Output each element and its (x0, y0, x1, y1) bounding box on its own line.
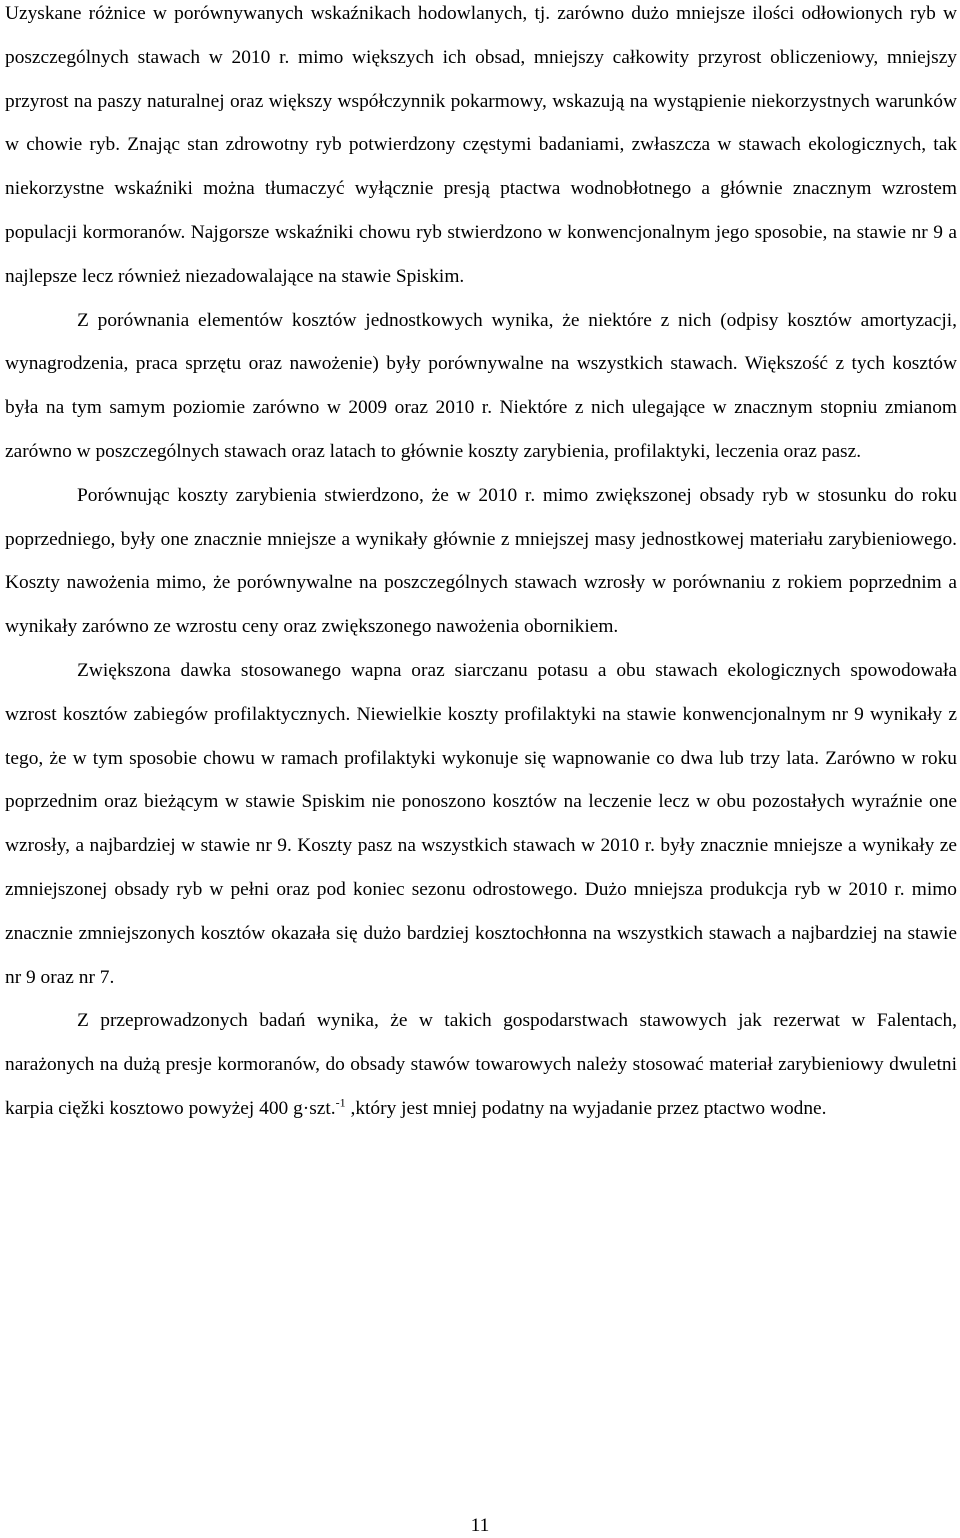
paragraph-1: Uzyskane różnice w porównywanych wskaźnikach hodowlanych, tj. zarówno dużo mniejsze ilości odłowionych ryb w poszczególnych stawach w 2010 r. mimo większych ich obsad, mniejszy całkowity przyrost obliczeniowy, mniejszy przyrost na paszy naturalnej oraz większy współczynnik pokarmowy, wskazują na wystąpienie niekorzystnych warunków w chowie ryb. Znając stan zdrowotny ryb potwierdzony częstymi badaniami, zwłaszcza w stawach ekologicznych, tak niekorzystne wskaźniki można tłumaczyć wyłącznie presją ptactwa wodnobłotnego a głównie znacznym wzrostem populacji kormoranów. Najgorsze wskaźniki chowu ryb stwierdzono w konwencjonalnym jego sposobie, na stawie nr 9 a najlepsze lecz również niezadowalające na stawie Spiskim. (5, 3, 957, 287)
paragraph-4: Zwiększona dawka stosowanego wapna oraz siarczanu potasu a obu stawach ekologicznych spowodowała wzrost kosztów zabiegów profilaktycznych. Niewielkie koszty profilaktyki na stawie konwencjonalnym nr 9 wynikały z tego, że w tym sposobie chowu w ramach profilaktyki wykonuje się wapnowanie co dwa lub trzy lata. Zarówno w roku poprzednim oraz bieżącym w stawie Spiskim nie ponoszono kosztów na leczenie lecz w obu pozostałych wyraźnie one wzrosły, a najbardziej w stawie nr 9. Koszty pasz na wszystkich stawach w 2010 r. były znacznie mniejsze a wynikały ze zmniejszonej obsady ryb w pełni oraz pod koniec sezonu odrostowego. Dużo mniejsza produkcja ryb w 2010 r. mimo znacznie zmniejszonych kosztów okazała się dużo bardziej kosztochłonna na wszystkich stawach a najbardziej na stawie nr 9 oraz nr 7. (5, 659, 957, 988)
multiplication-dot: · (302, 1097, 310, 1119)
paragraph-5-text: Z przeprowadzonych badań wynika, że w takich gospodarstwach stawowych jak rezerwat w Falentach, narażonych na dużą presje kormoranów, do obsady stawów towarowych należy stosować materiał zarybieniowy dwuletni karpia cięžki kosztowo powyżej 400 g (5, 1010, 957, 1119)
document-page (5, 0, 957, 1131)
paragraph-2: Z porównania elementów kosztów jednostkowych wynika, że niektóre z nich (odpisy kosztów amortyzacji, wynagrodzenia, praca sprzętu oraz nawożenie) były porównywalne na wszystkich stawach. Większość z tych kosztów była na tym samym poziomie zarówno w 2009 oraz 2010 r. Niektóre z nich ulegające w znacznym stopniu zmianom zarówno w poszczególnych stawach oraz latach to głównie koszty zarybienia, profilaktyki, leczenia oraz pasz. (5, 309, 957, 462)
unit-text: szt. (309, 1097, 336, 1119)
unit-exponent: -1 (335, 1095, 346, 1110)
paragraph-5 (5, 999, 957, 1130)
page-number: 11 (470, 1515, 490, 1536)
paragraph-5-ending: ,który jest mniej podatny na wyjadanie przez ptactwo wodne. (345, 1097, 827, 1119)
paragraph-3: Porównując koszty zarybienia stwierdzono, że w 2010 r. mimo zwiększonej obsady ryb w stosunku do roku poprzedniego, były one znacznie mniejsze a wynikały głównie z mniejszej masy jednostkowej materiału zarybieniowego. Koszty nawożenia mimo, że porównywalne na poszczególnych stawach wzrosły w porównaniu z rokiem poprzednim a wynikały zarówno ze wzrostu ceny oraz zwiększonego nawożenia obornikiem. (5, 484, 957, 638)
